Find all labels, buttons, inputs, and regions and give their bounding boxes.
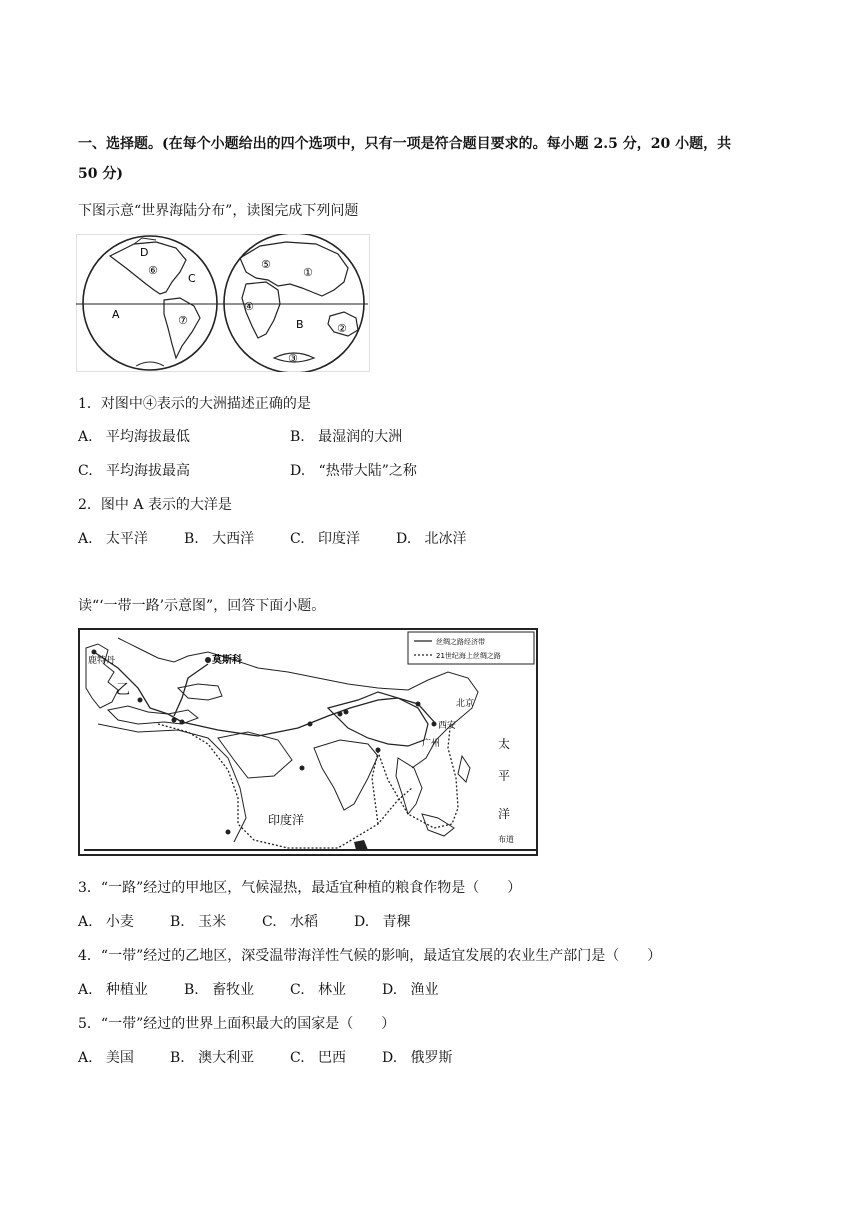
label-3: ③	[288, 352, 298, 365]
legend-sea-text: 21世纪海上丝绸之路	[436, 652, 501, 660]
q4-option-c-letter: C.	[290, 982, 305, 998]
label-2: ②	[337, 322, 347, 335]
q5-option-a-text: 美国	[105, 1050, 134, 1066]
label-pacific-2: 平	[498, 769, 511, 783]
q3-option-d[interactable]	[354, 911, 411, 931]
q1-option-b-text: 最湿润的大洲	[318, 429, 403, 445]
label-guangzhou: 广州	[422, 739, 441, 749]
q5-stem: 5．“一带”经过的世界上面积最大的国家是（ ）	[78, 1016, 396, 1032]
label-beijing: 北京	[456, 699, 475, 709]
q5-option-b-letter: B.	[170, 1050, 185, 1066]
q4-option-c-text: 林业	[318, 982, 347, 998]
q1-option-c-letter: C.	[78, 463, 93, 479]
label-rotterdam: 鹿特丹	[88, 656, 116, 666]
q3-option-a-letter: A.	[78, 914, 93, 930]
label-indian-ocean: 印度洋	[268, 813, 305, 827]
label-4: ④	[244, 300, 254, 313]
q4-option-c[interactable]	[290, 979, 346, 999]
q2-option-d-text: 北冰洋	[424, 531, 467, 547]
q2-option-a-text: 太平洋	[105, 531, 148, 547]
q3-option-d-text: 青稞	[382, 914, 411, 930]
q2-option-b-letter: B.	[184, 531, 199, 547]
map-frame	[77, 235, 370, 372]
q3-option-c-text: 水稻	[290, 914, 319, 930]
label-B: B	[296, 318, 304, 331]
q1-stem: 1．对图中④表示的大洲描述正确的是	[78, 396, 311, 412]
q4-option-a-letter: A.	[78, 982, 93, 998]
q3-option-d-letter: D.	[354, 914, 370, 930]
q5-option-a-letter: A.	[78, 1050, 93, 1066]
label-C: C	[188, 272, 196, 285]
q1-option-c[interactable]	[78, 460, 190, 480]
q2-option-d-letter: D.	[396, 531, 412, 547]
moscow-dot	[205, 657, 211, 663]
q1-option-a-letter: A.	[78, 429, 93, 445]
q3-stem: 3．“一路”经过的甲地区，气候湿热，最适宜种植的粮食作物是（ ）	[78, 880, 522, 896]
label-xian: 西安	[438, 721, 457, 731]
section-title-line1: 一、选择题。(在每个小题给出的四个选项中，只有一项是符合题目要求的。每小题 2.5 分，20 小题，共	[78, 136, 732, 152]
q1-option-c-text: 平均海拔最高	[106, 463, 191, 479]
q5-option-c-letter: C.	[290, 1050, 305, 1066]
q5-option-d-text: 俄罗斯	[410, 1050, 453, 1066]
label-1: ①	[303, 266, 313, 279]
label-6: ⑥	[148, 264, 158, 277]
q3-option-b[interactable]	[170, 911, 226, 931]
q1-option-d-letter: D.	[290, 463, 306, 479]
label-moscow: 莫斯科	[212, 655, 242, 666]
label-pacific-1: 太	[498, 737, 511, 751]
q5-option-d-letter: D.	[382, 1050, 398, 1066]
q3-option-a[interactable]	[78, 911, 134, 931]
section-title-line2: 50 分)	[78, 166, 123, 182]
q4-option-d-text: 渔业	[410, 982, 439, 998]
q3-option-c[interactable]	[262, 911, 318, 931]
q4-option-b[interactable]	[184, 979, 254, 999]
q2-option-a[interactable]	[78, 528, 148, 548]
q5-option-b[interactable]	[170, 1047, 254, 1067]
q4-stem: 4．“一带”经过的乙地区，深受温带海洋性气候的影响，最适宜发展的农业生产部门是（ ）	[78, 948, 662, 964]
q3-option-b-letter: B.	[170, 914, 185, 930]
q3-option-a-text: 小麦	[105, 914, 134, 930]
q5-option-b-text: 澳大利亚	[198, 1050, 255, 1066]
xian-dot	[416, 702, 421, 707]
belt-road-map	[78, 628, 540, 858]
q5-option-c-text: 巴西	[318, 1050, 347, 1066]
q5-option-c[interactable]	[290, 1047, 346, 1067]
q2-option-d[interactable]	[396, 528, 467, 548]
q1-option-d[interactable]	[290, 460, 417, 480]
q2-option-c-letter: C.	[290, 531, 305, 547]
q4-option-b-text: 畜牧业	[212, 982, 255, 998]
label-scale-note: 布道	[498, 835, 514, 844]
label-pacific-3: 洋	[498, 807, 511, 821]
label-5: ⑤	[261, 258, 271, 271]
q5-option-d[interactable]	[382, 1047, 453, 1067]
q1-option-a[interactable]	[78, 426, 190, 446]
q3-option-b-text: 玉米	[198, 914, 227, 930]
label-7: ⑦	[178, 314, 188, 327]
q2-stem: 2．图中 A 表示的大洋是	[78, 497, 232, 513]
q4-option-b-letter: B.	[184, 982, 199, 998]
q2-option-c-text: 印度洋	[318, 531, 361, 547]
q1-option-d-text: “热带大陆”之称	[318, 463, 417, 479]
group1-intro: 下图示意“世界海陆分布”，读图完成下列问题	[78, 203, 359, 219]
q4-option-a-text: 种植业	[105, 982, 148, 998]
q2-option-c[interactable]	[290, 528, 360, 548]
group2-intro: 读“‘一带一路’示意图”，回答下面小题。	[78, 598, 326, 614]
label-A: A	[112, 308, 120, 321]
q4-option-a[interactable]	[78, 979, 148, 999]
q1-option-a-text: 平均海拔最低	[105, 429, 190, 445]
legend-land-text: 丝绸之路经济带	[436, 638, 485, 646]
label-D: D	[140, 246, 149, 259]
q2-option-b-text: 大西洋	[212, 531, 255, 547]
q4-option-d[interactable]	[382, 979, 439, 999]
q1-option-b[interactable]	[290, 426, 402, 446]
world-land-sea-map	[76, 234, 370, 372]
label-yi: 乙	[116, 682, 130, 698]
q2-option-a-letter: A.	[78, 531, 93, 547]
q2-option-b[interactable]	[184, 528, 254, 548]
q3-option-c-letter: C.	[262, 914, 277, 930]
q5-option-a[interactable]	[78, 1047, 134, 1067]
q1-option-b-letter: B.	[290, 429, 305, 445]
q4-option-d-letter: D.	[382, 982, 398, 998]
